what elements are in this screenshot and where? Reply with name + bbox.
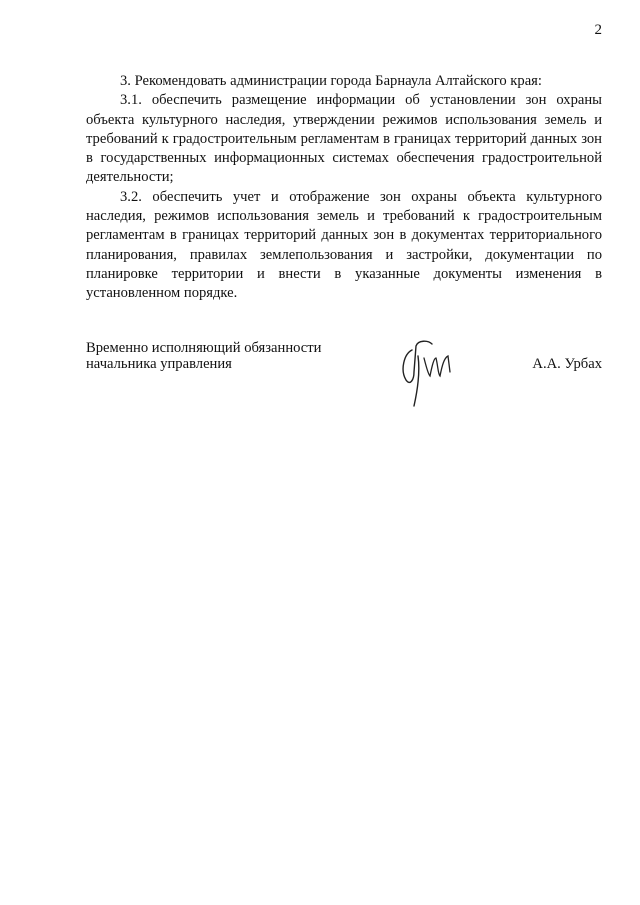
page-number: 2 — [594, 22, 602, 38]
signatory-name: А.А. Урбах — [532, 356, 602, 372]
signatory-title-line-1: Временно исполняющий обязанности — [86, 340, 322, 356]
signatory-title — [86, 340, 356, 372]
document-body — [86, 72, 602, 304]
handwritten-signature — [394, 336, 460, 408]
paragraph-recommendation: 3. Рекомендовать администрации города Барнаула Алтайского края: — [120, 73, 542, 89]
signature-block — [86, 340, 602, 420]
paragraph-3-1: 3.1. обеспечить размещение информации об установлении зон охраны объекта культурного наследия, утверждении режимов использования земель и требований к градостроительным регламентам в границах территорий данных зон в государственных информационных системах обеспечения градостроительной деятельности; — [86, 92, 602, 186]
paragraph-3-2: 3.2. обеспечить учет и отображение зон охраны объекта культурного наследия, режимов использования земель и требований к градостроительным регламентам в границах территорий данных зон в документах территориального планирования, правилах землепользования и застройки, документации по планировке территории и внести в указанные документы изменения в установленном порядке. — [86, 188, 602, 302]
signatory-title-line-2: начальника управления — [86, 356, 232, 372]
